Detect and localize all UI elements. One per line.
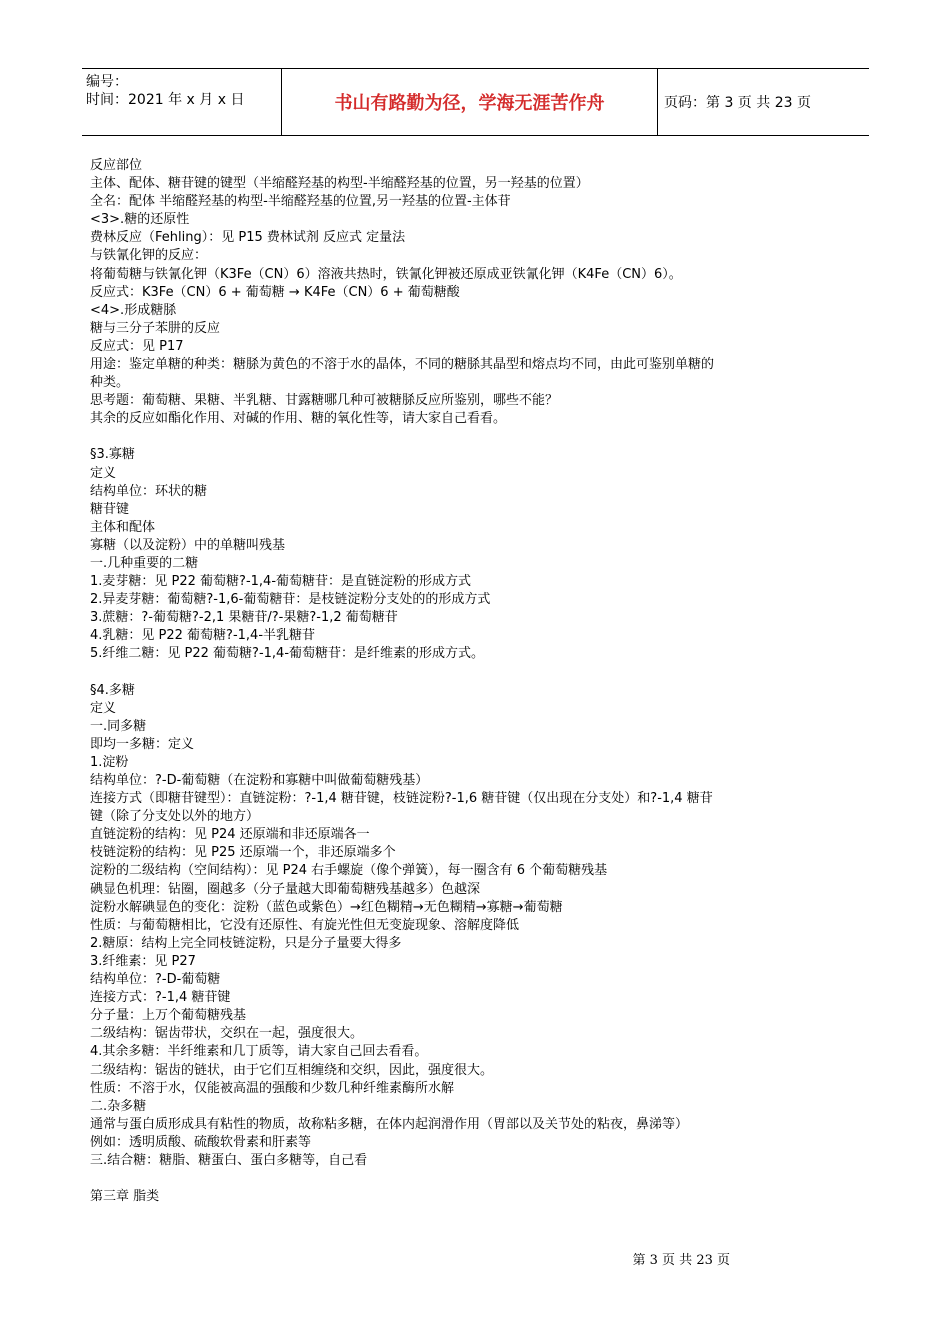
- text-line: 反应式：见 P17: [90, 338, 184, 354]
- text-line: 种类。: [90, 375, 130, 391]
- text-line: 二.杂多糖: [90, 1098, 147, 1114]
- text-line: 寡糖（以及淀粉）中的单糖叫残基: [90, 537, 286, 553]
- text-line: 分子量：上万个葡萄糖残基: [90, 1008, 247, 1024]
- text-line: 直链淀粉的结构：见 P24 还原端和非还原端各一: [90, 827, 370, 843]
- text-line: 定义: [90, 700, 117, 716]
- text-line: 3.蔗糖：?-葡萄糖?-2,1 果糖苷/?-果糖?-1,2 葡萄糖苷: [90, 610, 398, 626]
- text-line: <3>.糖的还原性: [90, 212, 190, 228]
- text-line: 结构单位：环状的糖: [90, 483, 208, 499]
- text-line: 连接方式（即糖苷键型）：直链淀粉：?-1,4 糖苷键，枝链淀粉?-1,6 糖苷键（仅出现在分支处）和?-1,4 糖苷: [90, 791, 713, 807]
- text-line: 4.乳糖：见 P22 葡萄糖?-1,4-半乳糖苷: [90, 628, 316, 644]
- text-line: 1.麦芽糖：见 P22 葡萄糖?-1,4-葡萄糖苷：是直链淀粉的形成方式: [90, 574, 472, 590]
- document-number-label: 编号：: [86, 74, 128, 90]
- header-meta: [82, 69, 282, 135]
- text-line: 三.结合糖：糖脂、糖蛋白、蛋白多糖等，自己看: [90, 1152, 368, 1168]
- text-line: 性质：不溶于水，仅能被高温的强酸和少数几种纤维素酶所水解: [90, 1080, 455, 1096]
- blank-line: [90, 1170, 865, 1188]
- text-line: 用途：鉴定单糖的种类：糖脎为黄色的不溶于水的晶体，不同的糖脎其晶型和熔点均不同，由此可鉴别单糖的: [90, 357, 715, 373]
- text-line: 将葡萄糖与铁氰化钾（K3Fe（CN）6）溶液共热时，铁氰化钾被还原成亚铁氰化钾（K4Fe（CN）6）。: [90, 266, 682, 282]
- text-line: 连接方式：?-1,4 糖苷键: [90, 990, 231, 1006]
- text-line: 定义: [90, 465, 117, 481]
- text-line: 性质：与葡萄糖相比，它没有还原性、有旋光性但无变旋现象、溶解度降低: [90, 917, 520, 933]
- text-line: 糖苷键: [90, 501, 130, 517]
- text-line: 枝链淀粉的结构：见 P25 还原端一个，非还原端多个: [90, 845, 396, 861]
- text-line: 2.异麦芽糖：葡萄糖?-1,6-葡萄糖苷：是枝链淀粉分支处的的形成方式: [90, 592, 491, 608]
- text-line: 结构单位：?-D-葡萄糖: [90, 972, 221, 988]
- text-line: 糖与三分子苯肼的反应: [90, 320, 221, 336]
- text-line: 反应部位: [90, 158, 143, 173]
- text-line: 主体、配体、糖苷键的键型（半缩醛羟基的构型-半缩醛羟基的位置，另一羟基的位置）: [90, 176, 589, 192]
- text-line: 反应式：K3Fe（CN）6 + 葡萄糖 → K4Fe（CN）6 + 葡萄糖酸: [90, 284, 460, 300]
- text-line: 2.糖原：结构上完全同枝链淀粉，只是分子量要大得多: [90, 935, 402, 951]
- text-line: 淀粉的二级结构（空间结构）：见 P24 右手螺旋（像个弹簧），每一圈含有 6 个葡萄糖残基: [90, 863, 608, 879]
- text-line: 淀粉水解碘显色的变化：淀粉（蓝色或紫色）→红色糊精→无色糊精→寡糖→葡萄糖: [90, 899, 563, 915]
- text-line: 结构单位：?-D-葡萄糖（在淀粉和寡糖中叫做葡萄糖残基）: [90, 773, 429, 788]
- text-line: 与铁氰化钾的反应：: [90, 248, 208, 264]
- text-line: <4>.形成糖脎: [90, 302, 177, 318]
- text-line: 第三章 脂类: [90, 1189, 160, 1205]
- text-line: 二级结构：锯齿带状，交织在一起，强度很大。: [90, 1026, 364, 1042]
- text-line: 键（除了分支处以外的地方）: [90, 809, 260, 825]
- blank-line: [90, 428, 865, 446]
- page-header: [82, 68, 869, 136]
- text-line: 费林反应（Fehling）：见 P15 费林试剂 反应式 定量法: [90, 230, 406, 246]
- page-footer: 第 3 页 共 23 页: [632, 1253, 730, 1268]
- text-line: 碘显色机理：钻圈，圈越多（分子量越大即葡萄糖残基越多）色越深: [90, 881, 481, 897]
- text-line: 全名：配体 半缩醛羟基的构型-半缩醛羟基的位置,另一羟基的位置-主体苷: [90, 194, 511, 210]
- text-line: §4.多糖: [90, 682, 135, 698]
- text-line: 通常与蛋白质形成具有粘性的物质，故称粘多糖，在体内起润滑作用（胃部以及关节处的粘夜，鼻涕等）: [90, 1116, 689, 1132]
- header-motto: 书山有路勤为径，学海无涯苦作舟: [282, 69, 658, 135]
- text-line: 其余的反应如酯化作用、对碱的作用、糖的氧化性等，请大家自己看看。: [90, 411, 507, 427]
- text-line: 即均一多糖：定义: [90, 736, 195, 752]
- text-line: 主体和配体: [90, 519, 156, 535]
- text-line: 4.其余多糖：半纤维素和几丁质等，请大家自己回去看看。: [90, 1044, 428, 1060]
- header-page-info: 页码：第 3 页 共 23 页: [664, 95, 811, 111]
- text-line: 1.淀粉: [90, 754, 129, 770]
- text-line: 例如：透明质酸、硫酸软骨素和肝素等: [90, 1134, 312, 1150]
- text-line: 5.纤维二糖：见 P22 葡萄糖?-1,4-葡萄糖苷：是纤维素的形成方式。: [90, 646, 485, 662]
- text-line: §3.寡糖: [90, 447, 135, 463]
- text-line: 3.纤维素：见 P27: [90, 953, 196, 969]
- text-line: 二级结构：锯齿的链状，由于它们互相缠绕和交织，因此，强度很大。: [90, 1062, 494, 1078]
- text-line: 一.同多糖: [90, 718, 147, 734]
- text-line: 一.几种重要的二糖: [90, 555, 199, 571]
- text-line: 思考题：葡萄糖、果糖、半乳糖、甘露糖哪几种可被糖脎反应所鉴别，哪些不能？: [90, 393, 559, 409]
- document-body: [90, 157, 865, 1206]
- blank-line: [90, 664, 865, 682]
- document-time-label: 时间：2021 年 x 月 x 日: [86, 92, 245, 108]
